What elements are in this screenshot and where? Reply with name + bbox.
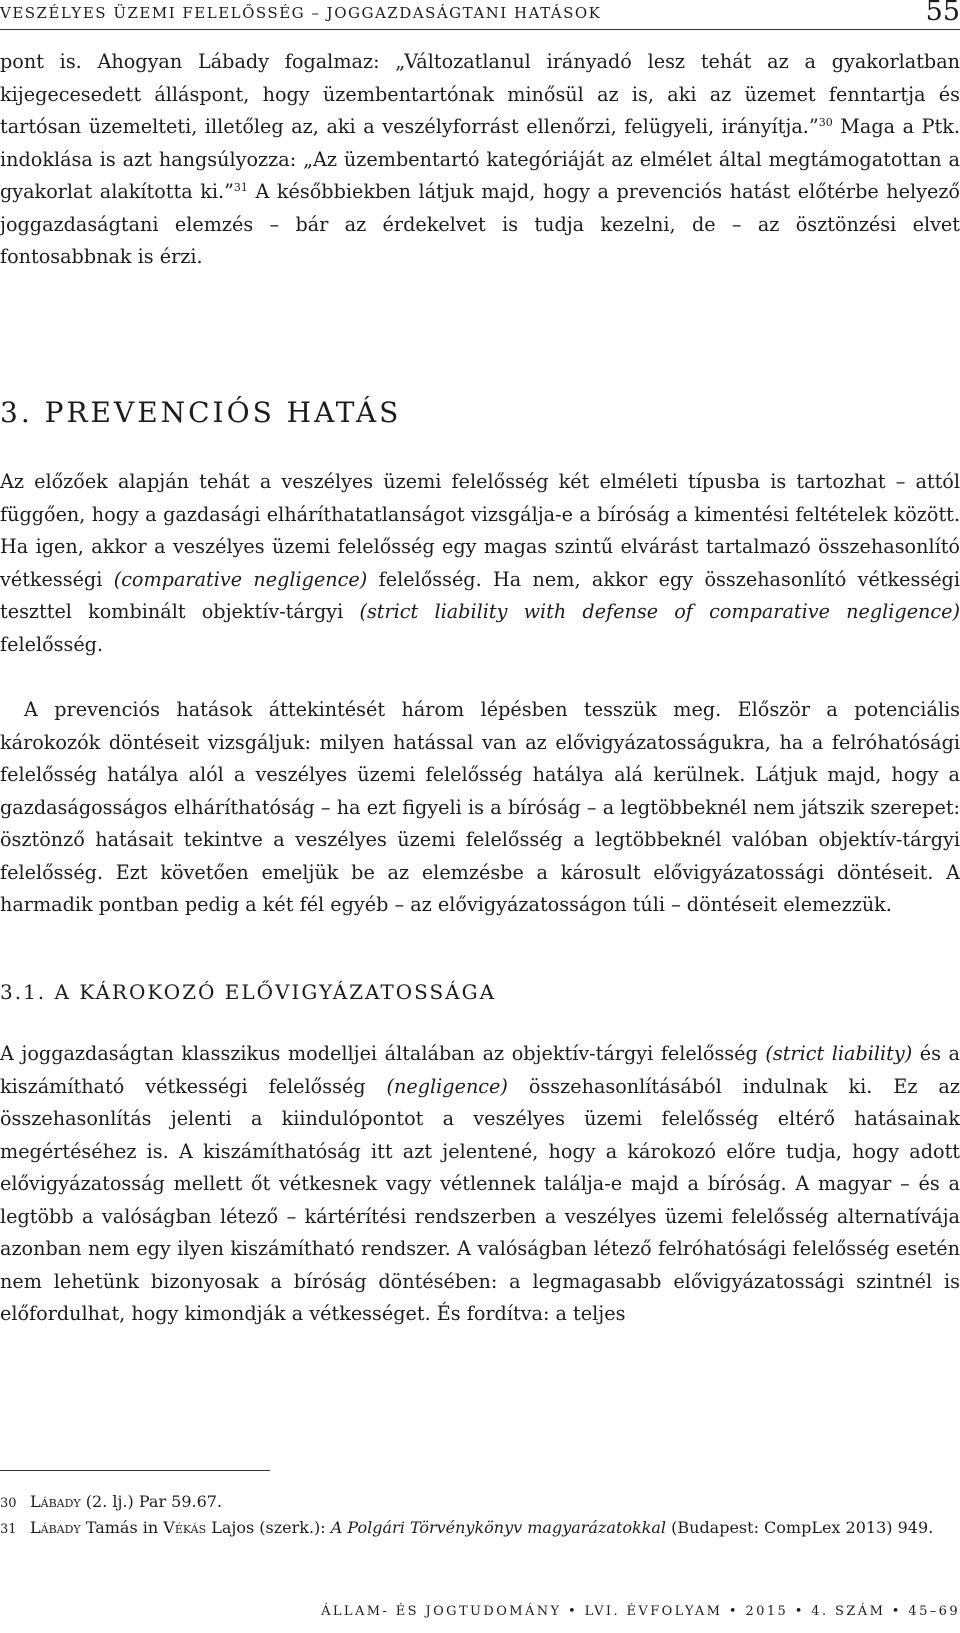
footnote-30 bbox=[0, 1488, 960, 1517]
paragraph-4-text-a: A joggazdaságtan klasszikus modelljei általában az objektív-tárgyi felelősség bbox=[0, 1042, 766, 1065]
paragraph-4 bbox=[0, 1038, 960, 1331]
footnote-31-title: A Polgári Törvénykönyv magyarázatokkal bbox=[330, 1518, 667, 1537]
footnote-31-editor: Vékás bbox=[163, 1518, 207, 1537]
footnote-31 bbox=[0, 1514, 960, 1543]
paragraph-3: A prevenciós hatások áttekintését három lépésben tesszük meg. Először a potenciális károkozók döntéseit vizsgáljuk: milyen hatással van az elővigyázatosságukra, ha a felróhatósági felelősség hatálya alól a veszélyes üzemi felelősség hatálya alá kerülnek. Látjuk majd, hogy a gazdaságosságos elháríthatóság – ha ezt figyeli is a bíróság – a legtöbbeknél nem játszik szerepet: ösztönző hatásait tekintve a veszélyes üzemi felelősség a legtöbbeknél valóban objektív-tárgyi felelősség. Ezt követően emeljük be az elemzésbe a károsult elővigyázatossági döntéseit. A harmadik pontban pedig a két fél egyéb – az elővigyázatosságon túli – döntéseit elemezzük. bbox=[0, 698, 960, 916]
footnote-31-author: Lábady bbox=[30, 1518, 81, 1537]
footnote-30-text: (2. lj.) Par 59.67. bbox=[80, 1492, 223, 1511]
paragraph-1-text-c: A későbbiekben látjuk majd, hogy a prevenciós hatást előtérbe helyező joggazdaságtani elemzés – bár az érdekelvet is tudja kezelni, de – az ösztönzési elvet fontosabbnak is érzi. bbox=[0, 180, 960, 268]
paragraph-1-text-b: Maga a Ptk. indoklása is azt hangsúlyozza: „Az üzembentartó kategóriáját az elmélet által megtámogatottan a gyakorlat alakította ki.” bbox=[0, 115, 960, 203]
footnote-ref-30[interactable]: 30 bbox=[818, 116, 833, 129]
page-header bbox=[0, 0, 960, 30]
footnote-30-number: 30 bbox=[0, 1496, 17, 1511]
paragraph-4-text-b: és a kiszámítható vétkességi felelősség bbox=[0, 1042, 960, 1098]
paragraph-4-text-c: összehasonlításából indulnak ki. Ez az összehasonlítás jelenti a kiindulópontot a veszélyes üzemi felelősség eltérő hatásainak megértéséhez is. A kiszámíthatóság itt azt jelentené, hogy a károkozó előre tudja, hogy adott elővigyázatosság mellett őt vétkesnek vagy vétlennek találja-e majd a bíróság. A magyar – és a legtöbb a valóságban létező – kártérítési rendszerben a veszélyes üzemi felelősség alternatívája azonban nem egy ilyen kiszámítható rendszer. A valóságban létező felróhatósági felelősség esetén nem lehetünk bizonyosak a bíróság döntésében: a legmagasabb elővigyázatossági szintnél is előfordulhat, hogy kimondják a vétkességet. És fordítva: a teljes bbox=[0, 1074, 960, 1325]
footnote-31-text-b: Lajos (szerk.): bbox=[206, 1518, 331, 1537]
footnote-31-text-a: Tamás in bbox=[80, 1518, 164, 1537]
paragraph-2-text-a: Az előzőek alapján tehát a veszélyes üzemi felelősség két elméleti típusba is tartozhat – attól függően, hogy a gazdasági elháríthatatlanságot vizsgálja-e a bíróság a kimentési feltételek között. Ha igen, akkor a veszélyes üzemi felelősség egy magas szintű elvárást tartalmazó összehasonlító vétkességi bbox=[0, 470, 960, 591]
term-negligence: (negligence) bbox=[386, 1074, 508, 1098]
paragraph-1-text-a: pont is. Ahogyan Lábady fogalmaz: „Változatlanul irányadó lesz tehát az a gyakorlatban kijegecesedett álláspont, hogy üzembentartónak minősül az is, aki az üzemet fenntartja és tartósan üzemelteti, illetőleg az, aki a veszélyforrást ellenőrzi, felügyeli, irányítja.” bbox=[0, 50, 960, 138]
section-3-heading: 3. PREVENCIÓS HATÁS bbox=[0, 396, 402, 429]
header-rule bbox=[0, 29, 960, 30]
footnote-ref-31[interactable]: 31 bbox=[233, 181, 248, 194]
term-strict-liability: (strict liability) bbox=[765, 1042, 913, 1065]
page-number: 55 bbox=[925, 0, 960, 27]
running-title: VESZÉLYES ÜZEMI FELELŐSSÉG – JOGGAZDASÁGTANI HATÁSOK bbox=[0, 4, 602, 22]
footnote-31-text-c: (Budapest: CompLex 2013) 949. bbox=[666, 1518, 934, 1537]
page-footer: ÁLLAM- ÉS JOGTUDOMÁNY • LVI. ÉVFOLYAM • 2015 • 4. SZÁM • 45–69 bbox=[321, 1604, 960, 1619]
footnote-31-number: 31 bbox=[0, 1522, 17, 1537]
footnote-rule bbox=[0, 1470, 270, 1471]
term-comparative-negligence: (comparative negligence) bbox=[113, 567, 368, 591]
term-strict-liability-defense: (strict liability with defense of comparative negligence) bbox=[359, 600, 960, 623]
paragraph-1 bbox=[0, 46, 960, 274]
paragraph-2-text-b: felelősség. Ha nem, akkor egy összehasonlító vétkességi teszttel kombinált objektív-tárgyi bbox=[0, 567, 960, 623]
paragraph-2 bbox=[0, 466, 960, 661]
footnote-30-author: Lábady bbox=[30, 1492, 81, 1511]
paragraph-2-text-c: felelősség. bbox=[0, 632, 104, 656]
section-3-1-heading: 3.1. A KÁROKOZÓ ELŐVIGYÁZATOSSÁGA bbox=[0, 980, 497, 1004]
